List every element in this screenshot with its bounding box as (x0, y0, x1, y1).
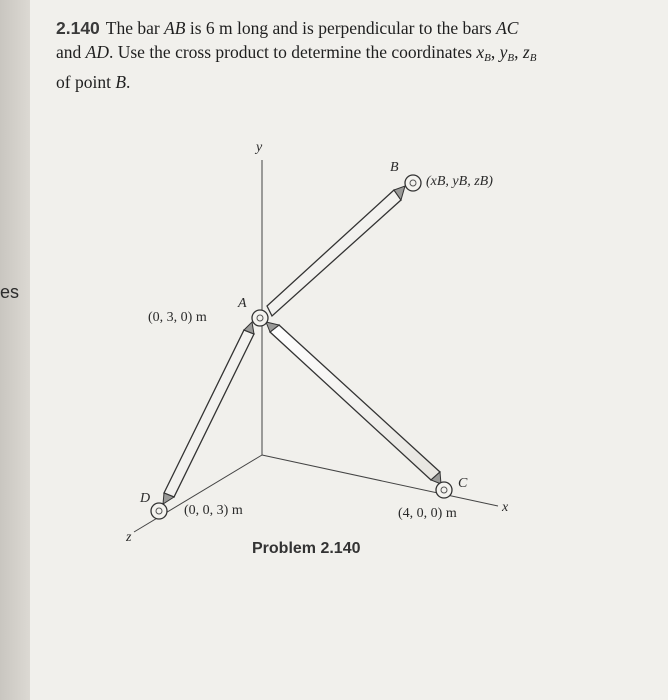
joint-c (436, 482, 452, 498)
point-b-label: B (390, 160, 399, 175)
joint-b (405, 175, 421, 191)
coord-d-label: (0, 0, 3) m (184, 503, 243, 518)
axis-x-label: x (502, 500, 509, 515)
coord-b-label: (xB, yB, zB) (426, 174, 493, 189)
bar-ad (163, 322, 254, 504)
coordinate-axes (134, 160, 498, 532)
coord-a-label: (0, 3, 0) m (148, 310, 207, 325)
joint-d (151, 503, 167, 519)
bar-ac (266, 322, 441, 484)
figure-caption: Problem 2.140 (252, 540, 361, 557)
coord-c-label: (4, 0, 0) m (398, 506, 457, 521)
axis-z-label: z (126, 530, 132, 545)
point-d-label: D (140, 491, 151, 506)
point-a-label: A (238, 296, 247, 311)
z-axis-line (134, 455, 262, 532)
bar-ab (267, 186, 405, 316)
problem-number: 2.140 (56, 18, 100, 38)
adjacent-page-text: es (0, 282, 20, 302)
axis-y-label: y (256, 140, 263, 155)
point-c-label: C (458, 476, 468, 491)
joint-a (252, 310, 268, 326)
problem-statement: 2.140 The bar AB is 6 m long and is perpendicular to the bars AC and AD. Use the cross product to determine the coordinates $x_B$, $y_B$, $z_B$ of point B. (56, 18, 537, 92)
